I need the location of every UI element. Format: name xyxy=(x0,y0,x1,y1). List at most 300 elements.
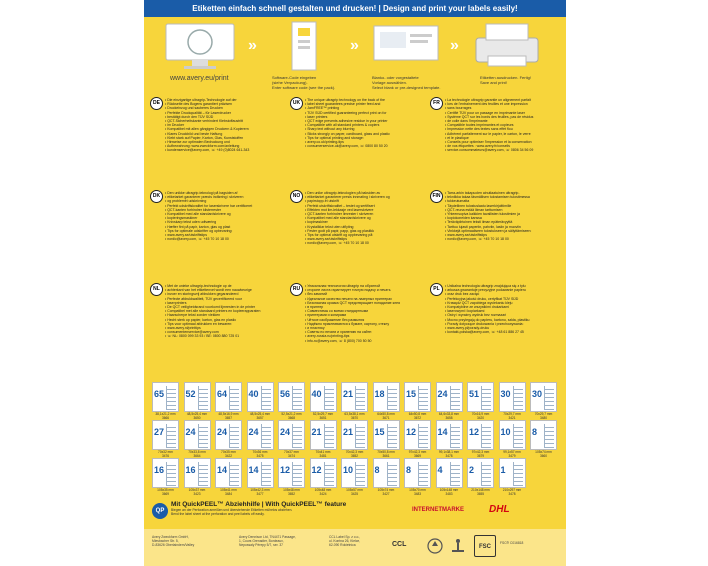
label-grid-icon xyxy=(198,462,208,486)
feature-line: • Krystallklar tekst uten utflyting xyxy=(305,225,419,229)
labels-per-sheet: 1 xyxy=(500,465,506,475)
product-code: 3664 xyxy=(193,453,201,458)
feature-line: • Tarra-arkin takapuolen ainutlaatuinen ultragrip- xyxy=(445,191,559,195)
label-grid-icon xyxy=(513,424,523,448)
labels-per-sheet: 16 xyxy=(185,465,196,475)
quickpeel-bar xyxy=(144,497,566,525)
label-size: 105x35 mm xyxy=(157,488,174,492)
feature-line: • etikettarket garanterer presis innmating i skriveren og xyxy=(305,195,419,199)
feature-line: • www.avery.nl/printtips xyxy=(165,326,279,330)
label-sheet-icon xyxy=(310,382,337,412)
language-code-badge: UK xyxy=(290,97,303,110)
feature-line: • Den unikke ultragrip-teknologi på bagsiden af xyxy=(165,191,279,195)
feature-list xyxy=(305,191,419,246)
fsc-logo: FSC xyxy=(474,535,496,557)
label-grid-icon xyxy=(418,424,428,448)
label-grid-icon xyxy=(418,462,428,486)
feature-line: • Druckeinzug und sauberes Drucken xyxy=(165,106,279,110)
product-code: 3655 xyxy=(476,491,485,496)
feature-line: • www.avery.se/utskriftstips xyxy=(305,237,419,241)
printer-icon xyxy=(466,20,546,74)
feature-line: • Conseils pour optimiser l'impression et la conservation xyxy=(445,140,559,144)
label-size: 97x42,3 mm xyxy=(408,450,427,454)
label-grid-icon xyxy=(292,424,302,448)
feature-list xyxy=(445,191,559,241)
label-sheet-icon xyxy=(467,420,494,450)
label-sheet-icon xyxy=(373,420,400,450)
labels-per-sheet: 40 xyxy=(248,389,259,399)
label-grid-icon xyxy=(355,424,365,448)
label-grid-icon xyxy=(450,424,460,448)
feature-line: • QCT-kanten forhindrer klisterrester xyxy=(165,208,279,212)
feature-line: • nordic@avery.com, ☏ +45 70 10 18 00 xyxy=(165,237,279,241)
labels-per-sheet: 15 xyxy=(374,427,385,437)
product-code: 3660 xyxy=(539,453,548,458)
label-grid-icon xyxy=(261,424,271,448)
label-grid-icon xyxy=(544,386,554,410)
language-code-badge: NL xyxy=(150,283,163,296)
labels-per-sheet: 21 xyxy=(343,427,354,437)
feature-line: • Effekten mot lim-lekkasje ved laserskrivere xyxy=(305,208,419,212)
label-sheet-icon xyxy=(341,458,368,488)
label-size: 105x37 mm xyxy=(188,488,206,492)
label-sheet-icon xyxy=(152,458,179,488)
product-caption xyxy=(404,489,431,497)
label-size: 97x42,3 mm xyxy=(471,450,490,454)
feature-line: • Compatible toutes imprimantes et copieurs xyxy=(445,123,559,127)
label-size: 105x48 mm xyxy=(314,488,332,492)
product-caption xyxy=(310,489,337,497)
feature-list xyxy=(165,191,279,241)
labels-per-sheet: 10 xyxy=(343,465,354,475)
label-sheet-icon xyxy=(499,382,526,412)
product-code: 3670 xyxy=(350,415,359,420)
label-sheet-icon xyxy=(152,420,179,450)
labels-per-sheet: 8 xyxy=(532,427,538,437)
feature-line: • Met de unieke ultragrip-technologie op de xyxy=(165,284,279,288)
feature-line: • kopiokoneiden kanssa xyxy=(445,216,559,220)
label-sheet-icon xyxy=(215,458,242,488)
feature-line: • в принтер xyxy=(305,305,419,309)
feature-line: • Hæfter fint på papir, karton, glas og plast xyxy=(165,225,279,229)
label-size: 48,5x16,9 mm xyxy=(218,412,239,416)
language-block xyxy=(430,283,558,368)
fsc-code: FSC® C016818 xyxy=(500,541,524,545)
feature-line: • Die einzigartige ultragrip-Technologie auf der xyxy=(165,98,279,102)
header-banner: Etiketten einfach schnell gestalten und drucken! | Design and print your labels easily! xyxy=(144,0,566,17)
label-size: 210x297 mm xyxy=(502,488,522,492)
label-sheet-icon xyxy=(404,458,431,488)
feature-line: • www.avery.se/utskriftstips xyxy=(445,233,559,237)
labels-per-sheet: 30 xyxy=(500,389,511,399)
labels-per-sheet: 30 xyxy=(532,389,543,399)
labels-per-sheet: 51 xyxy=(469,389,480,399)
label-sheet-icon xyxy=(278,420,305,450)
label-sheet-icon xyxy=(404,420,431,450)
product-code: 3652 xyxy=(350,453,359,458)
label-grid-icon xyxy=(481,386,491,410)
labels-per-sheet: 8 xyxy=(374,465,380,475)
labels-per-sheet: 10 xyxy=(500,427,511,437)
label-pack-icon xyxy=(266,20,344,74)
dhl-logo: DHL xyxy=(489,504,510,515)
labels-per-sheet: 40 xyxy=(311,389,322,399)
product-code: 3427 xyxy=(382,491,390,496)
label-grid-icon xyxy=(261,462,271,486)
feature-line: • TÜV SÜD certified guaranteeing perfect print on for xyxy=(305,111,419,115)
template-icon xyxy=(368,20,446,74)
label-sheet-icon xyxy=(215,420,242,450)
labels-per-sheet: 24 xyxy=(280,427,291,437)
feature-line: • oraz druk bez zacięć xyxy=(445,292,559,296)
labels-per-sheet: 4 xyxy=(437,465,443,475)
feature-line: • og problemfri udskrivning xyxy=(165,199,279,203)
label-sheet-icon xyxy=(310,420,337,450)
label-sheet-icon xyxy=(184,420,211,450)
label-sheet-icon xyxy=(467,458,494,488)
product-code: 3661 xyxy=(382,453,390,458)
feature-line: • kundenservice@avery.com, ☏ +49 (0)8024 641-343 xyxy=(165,148,279,152)
label-size: 70x29,7 mm xyxy=(503,412,521,416)
labels-per-sheet: 14 xyxy=(217,465,228,475)
product-caption xyxy=(467,489,494,497)
feature-line: • www.avery.pl/porady-druku xyxy=(445,326,559,330)
label-grid-icon xyxy=(450,386,460,410)
feature-line: • de vos étiquettes : www.avery.fr/conseils xyxy=(445,144,559,148)
feature-list xyxy=(445,98,559,153)
feature-line: • tukkeutumatta xyxy=(445,199,559,203)
label-grid-icon xyxy=(355,386,365,410)
label-sheet-icon xyxy=(373,382,400,412)
feature-line: • arkusza gwarantuje precyzyjne podawanie papieru xyxy=(445,288,559,292)
label-size: 70x37 mm xyxy=(284,450,299,454)
feature-line: • avery.co.uk/printing-tips xyxy=(305,140,419,144)
feature-line: • QCT-reuna estää liiman tarttumisen xyxy=(445,208,559,212)
product-caption xyxy=(499,489,526,497)
footer-address-2: Avery Dennison Ltd, TN4471 Passage, 1, Cours Grenadier, Bordeaux, Nepossaly Pérepy 5/7, ser. 37 xyxy=(239,535,296,547)
labels-per-sheet: 14 xyxy=(248,465,259,475)
labels-per-sheet: 56 xyxy=(280,389,291,399)
labels-per-sheet: 52 xyxy=(185,389,196,399)
feature-line: • JamFREE™ printing xyxy=(305,106,419,110)
feature-list xyxy=(445,284,559,334)
product-code: 3480 xyxy=(539,415,548,420)
language-block xyxy=(150,97,278,182)
product-code: 3658 xyxy=(445,415,453,420)
label-grid-icon xyxy=(198,386,208,410)
labels-per-sheet: 24 xyxy=(248,427,259,437)
label-grid-icon xyxy=(324,462,334,486)
label-sheet-icon xyxy=(152,382,179,412)
label-sheet-icon xyxy=(278,382,305,412)
feature-line: • Kompatibel mit allen gängigen Druckern & Kopierern xyxy=(165,127,279,131)
feature-line: • sans bourrages xyxy=(445,106,559,110)
feature-line: • Уникальная технология ultragrip на обратной xyxy=(305,284,419,288)
feature-line: • im Drucker xyxy=(165,123,279,127)
product-code: 3477 xyxy=(256,491,264,496)
labels-per-sheet: 16 xyxy=(154,465,165,475)
label-size: 99,1x38,1 mm xyxy=(438,450,460,454)
label-size: 105x48 mm xyxy=(283,488,300,492)
print-url[interactable]: www.avery.eu/print xyxy=(170,75,229,82)
language-code-badge: FIN xyxy=(430,190,443,203)
label-grid-icon xyxy=(292,386,302,410)
label-grid-icon xyxy=(324,386,334,410)
product-caption xyxy=(184,489,211,497)
label-size: 64,6x33,8 mm xyxy=(438,412,460,416)
label-size: 64x50,8 mm xyxy=(408,412,427,416)
label-sheet-icon xyxy=(530,382,557,412)
labels-per-sheet: 8 xyxy=(406,465,412,475)
product-caption xyxy=(247,489,274,497)
labels-per-sheet: 21 xyxy=(311,427,322,437)
labels-per-sheet: 24 xyxy=(437,389,448,399)
label-sheet-icon xyxy=(310,458,337,488)
label-grid-icon xyxy=(418,386,428,410)
feature-line: • Ostry i wyraźny wydruk bez rozmazań xyxy=(445,313,559,317)
label-sheet-icon xyxy=(278,458,305,488)
feature-line: • www.avery.se/utskriftstips xyxy=(165,233,279,237)
feature-line: • без замятий xyxy=(305,292,419,296)
label-size: 105x74 mm xyxy=(535,450,552,454)
feature-line: • La technologie ultragrip garantie un alignement parfait xyxy=(445,98,559,102)
feature-line: • nordic@avery.com, ☏ +45 70 10 18 00 xyxy=(445,237,559,241)
label-sheet-icon xyxy=(436,458,463,488)
label-size: 105x42,3 mm xyxy=(250,488,270,492)
feature-line: • Yhteensopiva kaikkien tavallisten tulostimien ja xyxy=(445,212,559,216)
label-sheet-icon xyxy=(215,382,242,412)
language-block xyxy=(150,283,278,368)
product-code: 3669 xyxy=(413,453,422,458)
label-sheet-icon xyxy=(341,382,368,412)
label-sheet-icon xyxy=(184,458,211,488)
feature-line: • Надёжно приклеиваются к бумаге, картону, стеклу xyxy=(305,322,419,326)
feature-line: • laserowymi i kopiarkami xyxy=(445,309,559,313)
product-code: 3424 xyxy=(319,491,327,496)
feature-line: • Sticks strongly on paper, cardboard, glass and plastic xyxy=(305,132,419,136)
label-grid-icon xyxy=(387,386,397,410)
feature-line: • Knivskarp tekst uden udtværing xyxy=(165,220,279,224)
ccl-logo: CCL xyxy=(392,541,407,548)
feature-line: • Den unike ultragrip-teknologien på baksiden av xyxy=(305,191,419,195)
feature-line: • Porady dotyczące drukowania i przechowywania: xyxy=(445,322,559,326)
label-size: 70x42,3 mm xyxy=(345,450,364,454)
label-sheet-icon xyxy=(247,458,274,488)
feature-line: • Sharp text without any blurring xyxy=(305,127,419,131)
feature-line: • kopieringsmaskiner xyxy=(165,216,279,220)
footer xyxy=(144,529,566,566)
labels-per-sheet: 12 xyxy=(311,465,322,475)
feature-line: • ☏ NL: 0800 099 33 93 / BE: 0800 880 725 01 xyxy=(165,334,279,338)
step3-caption: Blanko- oder vorgestaltete Vorlage auswählen. Select blank or pre-designed template. xyxy=(372,75,441,90)
product-code: 3669 xyxy=(161,491,170,496)
product-code: 3422 xyxy=(224,453,233,458)
label-sheet-icon xyxy=(184,382,211,412)
feature-line: • service.consommateurs@avery.com, ☏ 0806 34 56 09 xyxy=(445,148,559,152)
feature-line: • Kompatybilne ze wszystkimi drukarkami xyxy=(445,305,559,309)
feature-line: • The unique ultragrip technology on the back of the xyxy=(305,98,419,102)
labels-per-sheet: 21 xyxy=(343,389,354,399)
feature-line: • Perfekte Druckqualität – für Laserdrucker xyxy=(165,111,279,115)
quickpeel-title: Mit QuickPEEL™ Abziehhilfe | With QuickPEEL™ feature xyxy=(171,501,347,508)
language-block xyxy=(290,190,418,275)
label-sheet-icon xyxy=(499,420,526,450)
feature-line: • Fester godt på papir, papp, glas og plastikk xyxy=(305,229,419,233)
language-block xyxy=(430,190,558,275)
feature-line: • Adhèrent parfaitement sur le papier, le carton, le verre xyxy=(445,132,559,136)
label-size: 70x35 mm xyxy=(221,450,236,454)
product-caption xyxy=(530,451,557,459)
label-sheet-icon xyxy=(373,458,400,488)
feature-line: • Teräväpiirtoinen teksti ilman epäterävyyttä xyxy=(445,220,559,224)
product-code: 3475 xyxy=(256,453,264,458)
feature-line: • Aufbewahrung: www.zweckform.com/anleitung xyxy=(165,144,279,148)
feature-line: • invoer en storingsvrij afdrukken gegarandeerd xyxy=(165,292,279,296)
feature-line: • Système QCT sur les bords des feuilles, pas de résidus xyxy=(445,115,559,119)
feature-line: • bestätigt durch den TÜV SÜD xyxy=(165,115,279,119)
feature-line: • Kompatibel med alle standardskrivere og xyxy=(165,212,279,216)
feature-line: • Klares Druckbild und beste Haftung xyxy=(165,132,279,136)
label-size: 70x32 mm xyxy=(158,450,173,454)
quickpeel-desc: Biegen an der Perforation anreißen und überstehende Etiketten mühelos abziehen. Bend the label sheet at the perforation and peel labels off easily. xyxy=(171,508,293,516)
labels-per-sheet: 15 xyxy=(406,389,417,399)
feature-line: • Täydellinen tulostuslaatu laserkirjoittimille xyxy=(445,204,559,208)
arrow-icon: » xyxy=(450,37,459,54)
label-grid-icon xyxy=(513,386,523,410)
feature-line: • papirstopp-fri utskrift xyxy=(305,199,419,203)
product-code: 3657 xyxy=(256,415,264,420)
feature-line: • avery-russia.ru/printing-tips xyxy=(305,334,419,338)
product-code: 3421 xyxy=(508,415,516,420)
step2-caption: Software-Code eingeben (siehe Verpackung). Enter software code (see the pack). xyxy=(272,75,336,90)
feature-line: • Perfekcyjna jakość druku, certyfikat TÜV SÜD xyxy=(445,297,559,301)
feature-line: • Mocno przylegają do papieru, kartonu, szkła, plastiku xyxy=(445,318,559,322)
label-size: 70x50,8 mm xyxy=(377,450,395,454)
labels-per-sheet: 2 xyxy=(469,465,475,475)
feature-line: • Hecht sterk op papier, karton, glas en plastic xyxy=(165,318,279,322)
label-grid-icon xyxy=(229,462,239,486)
feature-line: • Kompatibel med alle standardskrivere og xyxy=(305,216,419,220)
feature-line: • Безопасная кромка QCT предотвращает попадание клея xyxy=(305,301,419,305)
product-code: 3671 xyxy=(382,415,390,420)
feature-list xyxy=(165,284,279,339)
language-block xyxy=(290,283,418,368)
feature-line: • kontakt-polska@avery.com, ☏ +48 61 886 27 45 xyxy=(445,330,559,334)
label-sheet-page xyxy=(144,0,566,566)
label-size: 105x57 mm xyxy=(346,488,363,492)
label-grid-icon xyxy=(387,424,397,448)
feature-line: • Compatibel met alle standaard printers en kopieerapparaten xyxy=(165,309,279,313)
label-sheet-icon xyxy=(499,458,526,488)
label-sheet-icon xyxy=(530,420,557,450)
tidyman-icon xyxy=(449,537,467,555)
label-sheet-icon xyxy=(247,420,274,450)
labels-per-sheet: 18 xyxy=(374,389,385,399)
feature-line: • Tarttuu lujasti paperiin, pahviin, lasiin ja muoviin xyxy=(445,225,559,229)
product-code: 3483 xyxy=(413,491,422,496)
feature-line: • Tips voor optimaal afdrukken en bewaren: xyxy=(165,322,279,326)
labels-per-sheet: 24 xyxy=(185,427,196,437)
label-size: 105x148 mm xyxy=(439,488,459,492)
product-caption xyxy=(436,489,463,497)
product-code: 3666 xyxy=(161,415,170,420)
labels-per-sheet: 12 xyxy=(280,465,291,475)
footer-address-3: CCL Label Sp. z o.o., ul. Kontna 26, Kielce, 62-090 Rokietnica xyxy=(329,535,361,547)
label-grid-icon xyxy=(292,462,302,486)
label-grid-icon xyxy=(198,424,208,448)
label-size: 70x36 mm xyxy=(252,450,268,454)
step4-caption: Etiketten ausdrucken. Fertig! Save and print! xyxy=(480,75,531,85)
label-sheet-icon xyxy=(436,382,463,412)
product-code: 3672 xyxy=(413,415,422,420)
footer-address-1: Avery Zweckform GmbH, Miesbacher Str. 5, D-83626 Oberlaindern/Valley xyxy=(152,535,195,547)
quickpeel-logo: QP xyxy=(152,503,168,519)
label-size: 99,1x57 mm xyxy=(503,450,521,454)
feature-line: • QCT edge prevents adhesive residue in your printer xyxy=(305,119,419,123)
internetmarke-logo: INTERNETMARKE xyxy=(412,507,464,513)
arrow-icon: » xyxy=(248,37,257,54)
feature-line: • tekniikka takaa täsmällisen tulostamisen tulostimessa xyxy=(445,195,559,199)
feature-line: • Compatible with all standard printers & copiers xyxy=(305,123,419,127)
product-code: 3476 xyxy=(161,453,170,458)
label-grid-icon xyxy=(481,424,491,448)
product-code: 3679 xyxy=(476,453,485,458)
labels-per-sheet: 27 xyxy=(154,427,165,437)
label-size: 52,5x29,7 mm xyxy=(312,412,334,416)
label-grid-icon xyxy=(481,462,491,486)
recycle-icon xyxy=(426,537,444,555)
label-sheet-icon xyxy=(404,382,431,412)
feature-line: • Perfekt utskriftskvalitet – testet og sertifisert xyxy=(305,204,419,208)
product-code: 3474 xyxy=(287,453,296,458)
label-grid-icon xyxy=(166,386,176,410)
label-size: 105x41 mm xyxy=(220,488,237,492)
product-code: 3652 xyxy=(287,491,296,496)
label-size: 70x41 mm xyxy=(315,450,331,454)
labels-per-sheet: 24 xyxy=(217,427,228,437)
labels-per-sheet: 12 xyxy=(469,427,480,437)
product-code: 3425 xyxy=(350,491,359,496)
feature-line: • Rückseite des Bogens garantiert präzisen xyxy=(165,102,279,106)
feature-line: • принтерами и копирами xyxy=(305,313,419,317)
labels-per-sheet: 12 xyxy=(406,427,417,437)
feature-line: • Идеальное качество печати на лазерных принтерах xyxy=(305,297,419,301)
label-size: 52,5x21,2 mm xyxy=(281,412,302,416)
feature-list xyxy=(305,98,419,148)
feature-line: • Perfekt udskriftskvalitet for laserskrivere har certificeret xyxy=(165,204,279,208)
label-size: 70x33,8 mm xyxy=(188,450,206,454)
feature-line: • стороне листа гарантирует точную подачу и печать xyxy=(305,288,419,292)
feature-line: • laserprinters xyxy=(165,301,279,305)
label-grid-icon xyxy=(513,462,523,486)
label-grid-icon xyxy=(324,424,334,448)
label-grid-icon xyxy=(355,462,365,486)
feature-line: • achterkant van het etikettenvel wordt een nauwkeurige xyxy=(165,288,279,292)
monitor-icon xyxy=(162,20,240,74)
product-code: 3651 xyxy=(319,415,327,420)
feature-line: • Советы по печати и хранению на сайте: xyxy=(305,330,419,334)
feature-line: • Tips for optimal printing and storage: xyxy=(305,136,419,140)
feature-line: • Tips for optimale udskrifter og opbevaring: xyxy=(165,229,279,233)
feature-line: • Vinkkejä optimaaliseen tulostukseen ja säilyttämiseen: xyxy=(445,229,559,233)
feature-line: • Haarscherpe tekst zonder vlekken xyxy=(165,313,279,317)
feature-line: • Krawędź QCT zapobiega wyciekaniu kleju xyxy=(445,301,559,305)
label-size: 48,5x25,4 mm xyxy=(249,412,271,416)
feature-line: • De QCT veiligheidsrand voorkomt lijmresten in de printer xyxy=(165,305,279,309)
label-sheet-icon xyxy=(436,420,463,450)
feature-line: • label sheet guarantees precise printer feed and xyxy=(305,102,419,106)
feature-line: • kopimaskiner xyxy=(305,220,419,224)
